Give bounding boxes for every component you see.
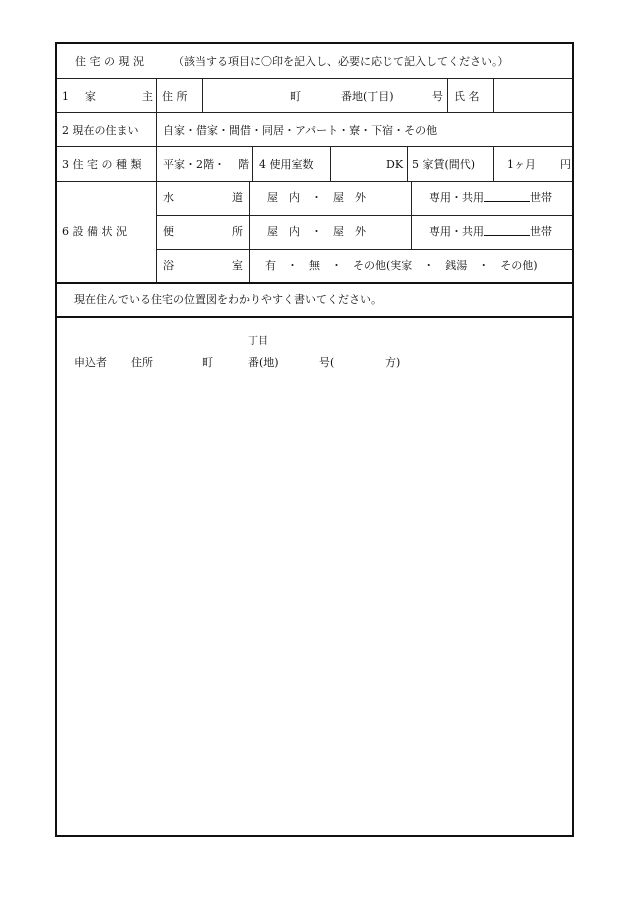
- cho-label: 町: [290, 90, 301, 103]
- toilet-label-b: 所: [232, 225, 243, 238]
- applicant-kata: 方): [385, 356, 401, 369]
- col-divider: [156, 146, 157, 181]
- applicant-cho: 町: [202, 356, 213, 369]
- row-divider: [156, 215, 572, 216]
- col-divider: [411, 181, 412, 249]
- bath-label-a: 浴: [163, 259, 174, 272]
- form-title: 住 宅 の 現 況: [75, 55, 144, 68]
- household-suffix: 世帯: [530, 225, 552, 238]
- col-divider: [330, 146, 331, 181]
- banchi-label: 番地(丁目): [341, 90, 394, 103]
- col-divider: [156, 112, 157, 146]
- household-suffix: 世帯: [530, 191, 552, 204]
- household-count-blank: [484, 225, 530, 236]
- row1-number: 1: [62, 90, 69, 103]
- col-divider: [156, 181, 157, 282]
- toilet-label-a: 便: [163, 225, 174, 238]
- address-label: 住 所: [162, 90, 188, 103]
- row-divider: [57, 181, 572, 182]
- applicant-chome: 丁目: [248, 336, 268, 347]
- row1-label-b: 主: [142, 90, 153, 103]
- yen-suffix: 円: [560, 158, 571, 171]
- water-location-options: 屋 内 ・ 屋 外: [267, 191, 366, 204]
- water-label-a: 水: [163, 191, 174, 204]
- row-divider: [57, 78, 572, 79]
- row-divider: [57, 282, 572, 284]
- col-divider: [493, 146, 494, 181]
- row1-label-a: 家: [85, 90, 96, 103]
- row-divider: [156, 249, 572, 250]
- shared-prefix: 専用・共用: [429, 191, 484, 204]
- applicant-label: 申込者: [74, 356, 107, 369]
- housing-type-options: 平家・2階・: [163, 158, 225, 171]
- applicant-banchi: 番(地): [248, 356, 279, 369]
- water-label-b: 道: [232, 191, 243, 204]
- housing-form: [55, 42, 574, 837]
- current-residence-options: 自家・借家・間借・同居・アパート・寮・下宿・その他: [163, 124, 438, 137]
- dk-suffix: DK: [386, 158, 404, 171]
- col-divider: [202, 78, 203, 112]
- col-divider: [493, 78, 494, 112]
- floor-suffix: 階: [238, 158, 249, 171]
- form-instruction: （該当する項目に〇印を記入し、必要に応じて記入してください。）: [173, 55, 509, 68]
- name-label: 氏 名: [454, 90, 480, 103]
- toilet-usage-options: [429, 225, 552, 238]
- household-count-blank: [484, 191, 530, 202]
- row-divider: [57, 112, 572, 113]
- equipment-label: 6 設 備 状 況: [62, 225, 127, 238]
- col-divider: [249, 181, 250, 282]
- current-residence-label: 2 現在の住まい: [62, 124, 139, 137]
- rent-label: 5 家賃(間代): [412, 158, 476, 171]
- applicant-address-label: 住所: [131, 356, 153, 369]
- col-divider: [252, 146, 253, 181]
- per-month-label: 1ヶ月: [507, 158, 536, 171]
- row-divider: [57, 146, 572, 147]
- applicant-go: 号(: [319, 356, 335, 369]
- go-label: 号: [432, 90, 443, 103]
- water-usage-options: [429, 191, 552, 204]
- housing-type-label: 3 住 宅 の 種 類: [62, 158, 142, 171]
- bath-options: 有 ・ 無 ・ その他(実家 ・ 銭湯 ・ その他): [265, 259, 538, 272]
- rooms-label: 4 使用室数: [259, 158, 314, 171]
- row-divider: [57, 316, 572, 318]
- col-divider: [447, 78, 448, 112]
- map-instruction: 現在住んでいる住宅の位置図をわかりやすく書いてください。: [74, 293, 382, 306]
- col-divider: [407, 146, 408, 181]
- shared-prefix: 専用・共用: [429, 225, 484, 238]
- col-divider: [156, 78, 157, 112]
- toilet-location-options: 屋 内 ・ 屋 外: [267, 225, 366, 238]
- bath-label-b: 室: [232, 259, 243, 272]
